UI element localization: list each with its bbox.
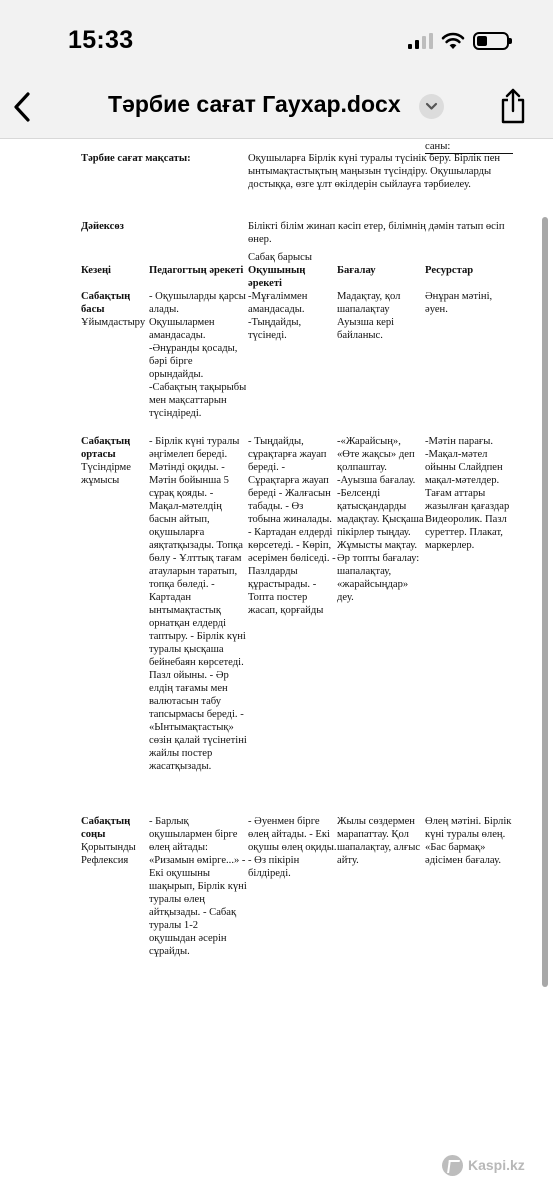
kaspi-logo-icon xyxy=(442,1155,463,1176)
assessment-cell: -«Жарайсың», «Өте жақсы» деп қолпаштау. -Ауызша бағалау. -Белсенді қатысқандарды мадақтау. Қысқаша пікірлер тыңдау. Жұмысты мақтау. Әр топты бағалау: шапалақтау, «жарайсыңдар» деу. xyxy=(337,436,424,603)
resources-cell: -Мәтін парағы. -Мақал-мәтел ойыны Слайдпен мақал-мәтелдер. Тағам аттары жазылған қағаздар Видеоролик. Пазл суреттер. Плакат, маркерлер. xyxy=(425,436,510,551)
table-row-stage xyxy=(81,435,149,487)
document-view[interactable] xyxy=(0,139,553,1200)
student-cell: - Әуенмен бірге өлең айтады. - Екі оқушы өлең оқиды. - Өз пікірін білдіреді. xyxy=(248,816,337,879)
stage-title: Сабақтың ортасы xyxy=(81,436,131,460)
signal-bars-icon xyxy=(408,33,433,49)
stage-detail: Ұйымдастыру xyxy=(81,317,146,328)
title-menu-button[interactable] xyxy=(419,94,444,119)
assessment-cell: Жылы сөздермен марапаттау. Қол шапалақтау, алғыс айту. xyxy=(337,816,421,866)
column-header-teacher: Педагогтың әрекеті xyxy=(149,265,244,276)
table-row-stage xyxy=(81,815,149,867)
table-row-stage xyxy=(81,290,149,329)
column-header-student: Оқушының әрекеті xyxy=(248,265,306,289)
resources-cell: Өлең мәтіні. Бірлік күні туралы өлең. «Бас бармақ» әдісімен бағалау. xyxy=(425,816,512,866)
teacher-cell: - Бірлік күні туралы әңгімелеп береді. Мәтінді оқиды. - Мәтін бойынша 5 сұрақ қояды. - Мақал-мәтелдің басын айтып, оқушыларға аяқтатқызады. Топқа бөлу - Ұлттық тағам атауларын таратып, топқа бөледі. - Картадан ынтымақтастық орнатқан елдерді таптыру. - Бірлік күні туралы қысқаша бейнебаян көрсетеді. Пазл ойыны. - Әр елдің тағамы мен валютасын табу тапсырмасы береді. - «Ынтымақтастық» сөзін қалай түсінетіні жайлы постер жасатқызады. xyxy=(149,436,247,772)
chevron-left-icon xyxy=(12,91,32,123)
lesson-heading: Сабақ барысы xyxy=(248,252,312,263)
goal-value: Оқушыларға Бірлік күні туралы түсінік беру. Бірлік пен ынтымақтастықтың маңызын түсіндіру. Оқушыларды достыққа, өзге ұлт өкілдерін сыйлауға тәрбиелеу. xyxy=(248,153,501,190)
back-button[interactable] xyxy=(6,86,38,128)
stage-title: Сабақтың соңы xyxy=(81,816,131,840)
stage-title: Сабақтың басы xyxy=(81,291,131,315)
column-header-stage: Кезеңі xyxy=(81,265,111,276)
student-cell: - Тыңдайды, сұрақтарға жауап береді. - Сұрақтарға жауап береді - Жалғасын табады. - Өз тобына жиналады. - Картадан елдерді көрсетеді. - Көріп, әсерімен бөліседі. - Пазлдарды құрастырады. - Топта постер жасап, қорғайды xyxy=(248,436,336,616)
watermark xyxy=(442,1155,525,1176)
share-button[interactable] xyxy=(496,86,530,126)
column-header-assessment: Бағалау xyxy=(337,265,376,276)
student-cell: -Мұғаліммен амандасады. -Тыңдайды, түсінеді. xyxy=(248,291,308,341)
wifi-icon xyxy=(441,32,465,50)
quote-value: Білікті білім жинап кәсіп етер, білімнің дәмін татып өсіп өнер. xyxy=(248,221,505,245)
chevron-down-icon xyxy=(425,102,438,111)
status-icons xyxy=(408,31,509,51)
resources-cell: Әнұран мәтіні, әуен. xyxy=(425,291,493,315)
stage-detail: Түсіндірме жұмысы xyxy=(81,462,131,486)
teacher-cell: - Барлық оқушылармен бірге өлең айтады: «Ризамын өмірге...» - Екі оқушыны шақырып, Бірлік күні туралы өлең айтқызады. - Сабақ туралы 1-2 оқушыдан әсерін сұрайды. xyxy=(149,816,247,957)
teacher-cell: - Оқушыларды қарсы алады. Оқушылармен амандасады. -Әнұранды қосады, бәрі бірге орындайды. -Сабақтың тақырыбы мен мақсаттарын түсіндіреді. xyxy=(149,291,247,419)
quote-label: Дәйексөз xyxy=(81,221,124,232)
scrollbar[interactable] xyxy=(542,217,548,987)
status-time: 15:33 xyxy=(68,26,134,54)
battery-low-icon xyxy=(473,32,509,50)
top-bar xyxy=(0,0,553,139)
stage-detail: Қорытынды Рефлексия xyxy=(81,842,136,866)
column-header-resources: Ресурстар xyxy=(425,265,474,276)
assessment-cell: Мадақтау, қол шапалақтау Ауызша кері байланыс. xyxy=(337,291,401,341)
continued-cell: саны: xyxy=(425,139,513,154)
goal-label: Тәрбие сағат мақсаты: xyxy=(81,153,191,164)
watermark-text: Kaspi.kz xyxy=(468,1157,525,1173)
share-icon xyxy=(499,88,527,124)
file-title[interactable]: Тәрбие сағат Гаухар.docx xyxy=(108,91,401,117)
